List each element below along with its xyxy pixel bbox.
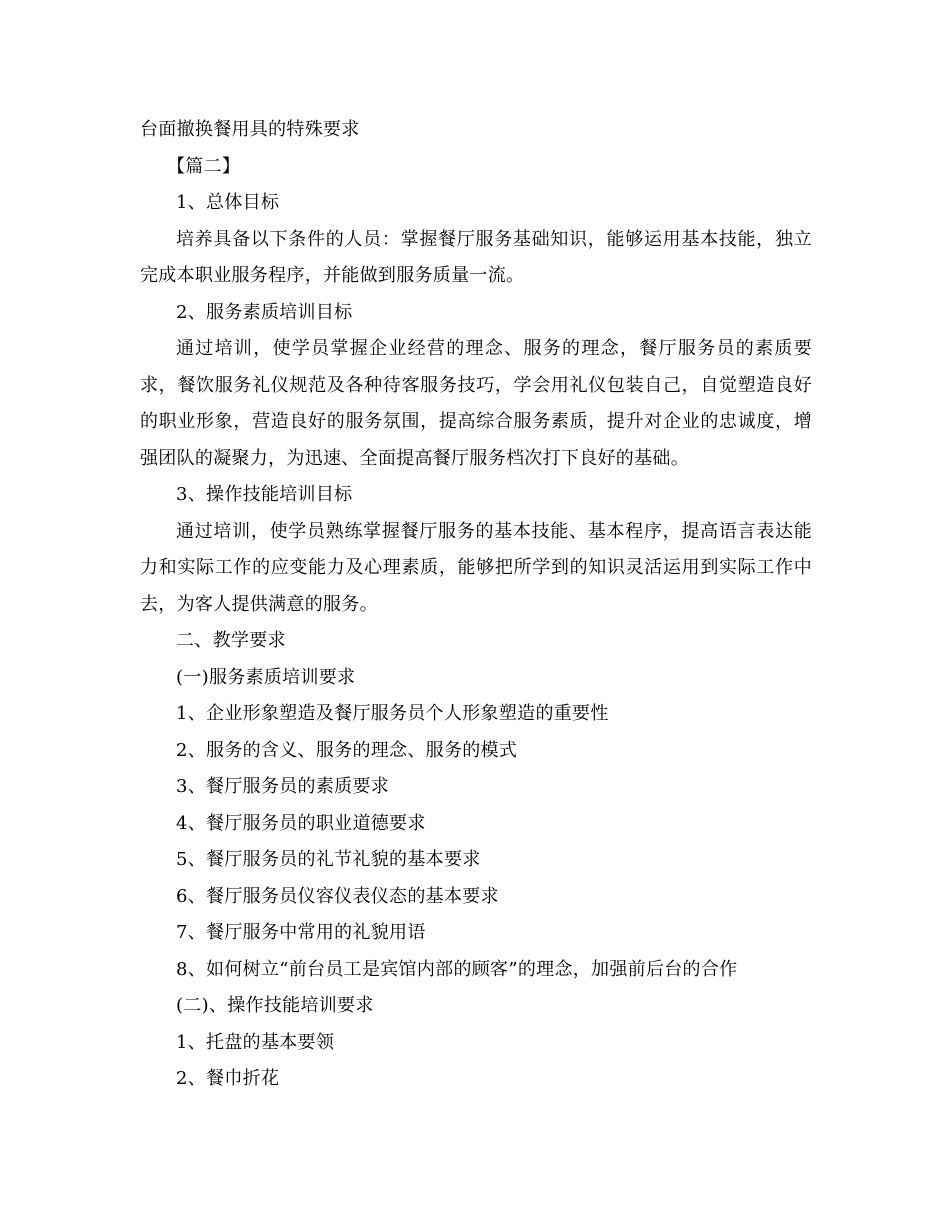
list-item: 8、如何树立“前台员工是宾馆内部的顾客”的理念，加强前后台的合作 xyxy=(176,958,738,980)
text-line: 台面撤换餐用具的特殊要求 xyxy=(140,119,360,140)
paragraph: 通过培训，使学员掌握企业经营的理念、服务的理念，餐厅服务员的素质要求，餐饮服务礼仪规范及各种待客服务技巧，学会用礼仪包装自己，自觉塑造良好的职业形象，营造良好的服务氛围，提高综合服务素质，提升对企业的忠诚度，增强团队的凝聚力，为迅速、全面提高餐厅服务档次打下良好的基础。 xyxy=(140,338,812,469)
list-item: 2、餐巾折花 xyxy=(176,1068,280,1089)
list-item: 5、餐厅服务员的礼节礼貌的基本要求 xyxy=(176,849,481,870)
subheading: (二)、操作技能培训要求 xyxy=(176,995,374,1016)
list-item: 1、托盘的基本要领 xyxy=(176,1031,335,1053)
section-heading: 二、教学要求 xyxy=(176,630,286,651)
list-item: 2、服务的含义、服务的理念、服务的模式 xyxy=(176,739,518,761)
paragraph: 通过培训，使学员熟练掌握餐厅服务的基本技能、基本程序，提高语言表达能力和实际工作的应变能力及心理素质，能够把所学到的知识灵活运用到实际工作中去，为客人提供满意的服务。 xyxy=(140,520,812,615)
list-item: 6、餐厅服务员仪容仪表仪态的基本要求 xyxy=(176,885,499,907)
list-item: 1、企业形象塑造及餐厅服务员个人形象塑造的重要性 xyxy=(176,703,609,724)
list-item: 7、餐厅服务中常用的礼貌用语 xyxy=(176,922,426,943)
subheading: 2、服务素质培训目标 xyxy=(176,301,353,323)
document-page xyxy=(140,112,812,1098)
subheading: 1、总体目标 xyxy=(176,192,280,213)
list-item: 4、餐厅服务员的职业道德要求 xyxy=(176,812,426,834)
paragraph: 培养具备以下条件的人员：掌握餐厅服务基础知识，能够运用基本技能，独立完成本职业服务程序，并能做到服务质量一流。 xyxy=(140,228,812,286)
section-heading: 【篇二】 xyxy=(167,155,241,177)
subheading: 3、操作技能培训目标 xyxy=(176,484,353,505)
list-item: 3、餐厅服务员的素质要求 xyxy=(176,776,390,797)
subheading: (一)服务素质培训要求 xyxy=(176,666,356,688)
